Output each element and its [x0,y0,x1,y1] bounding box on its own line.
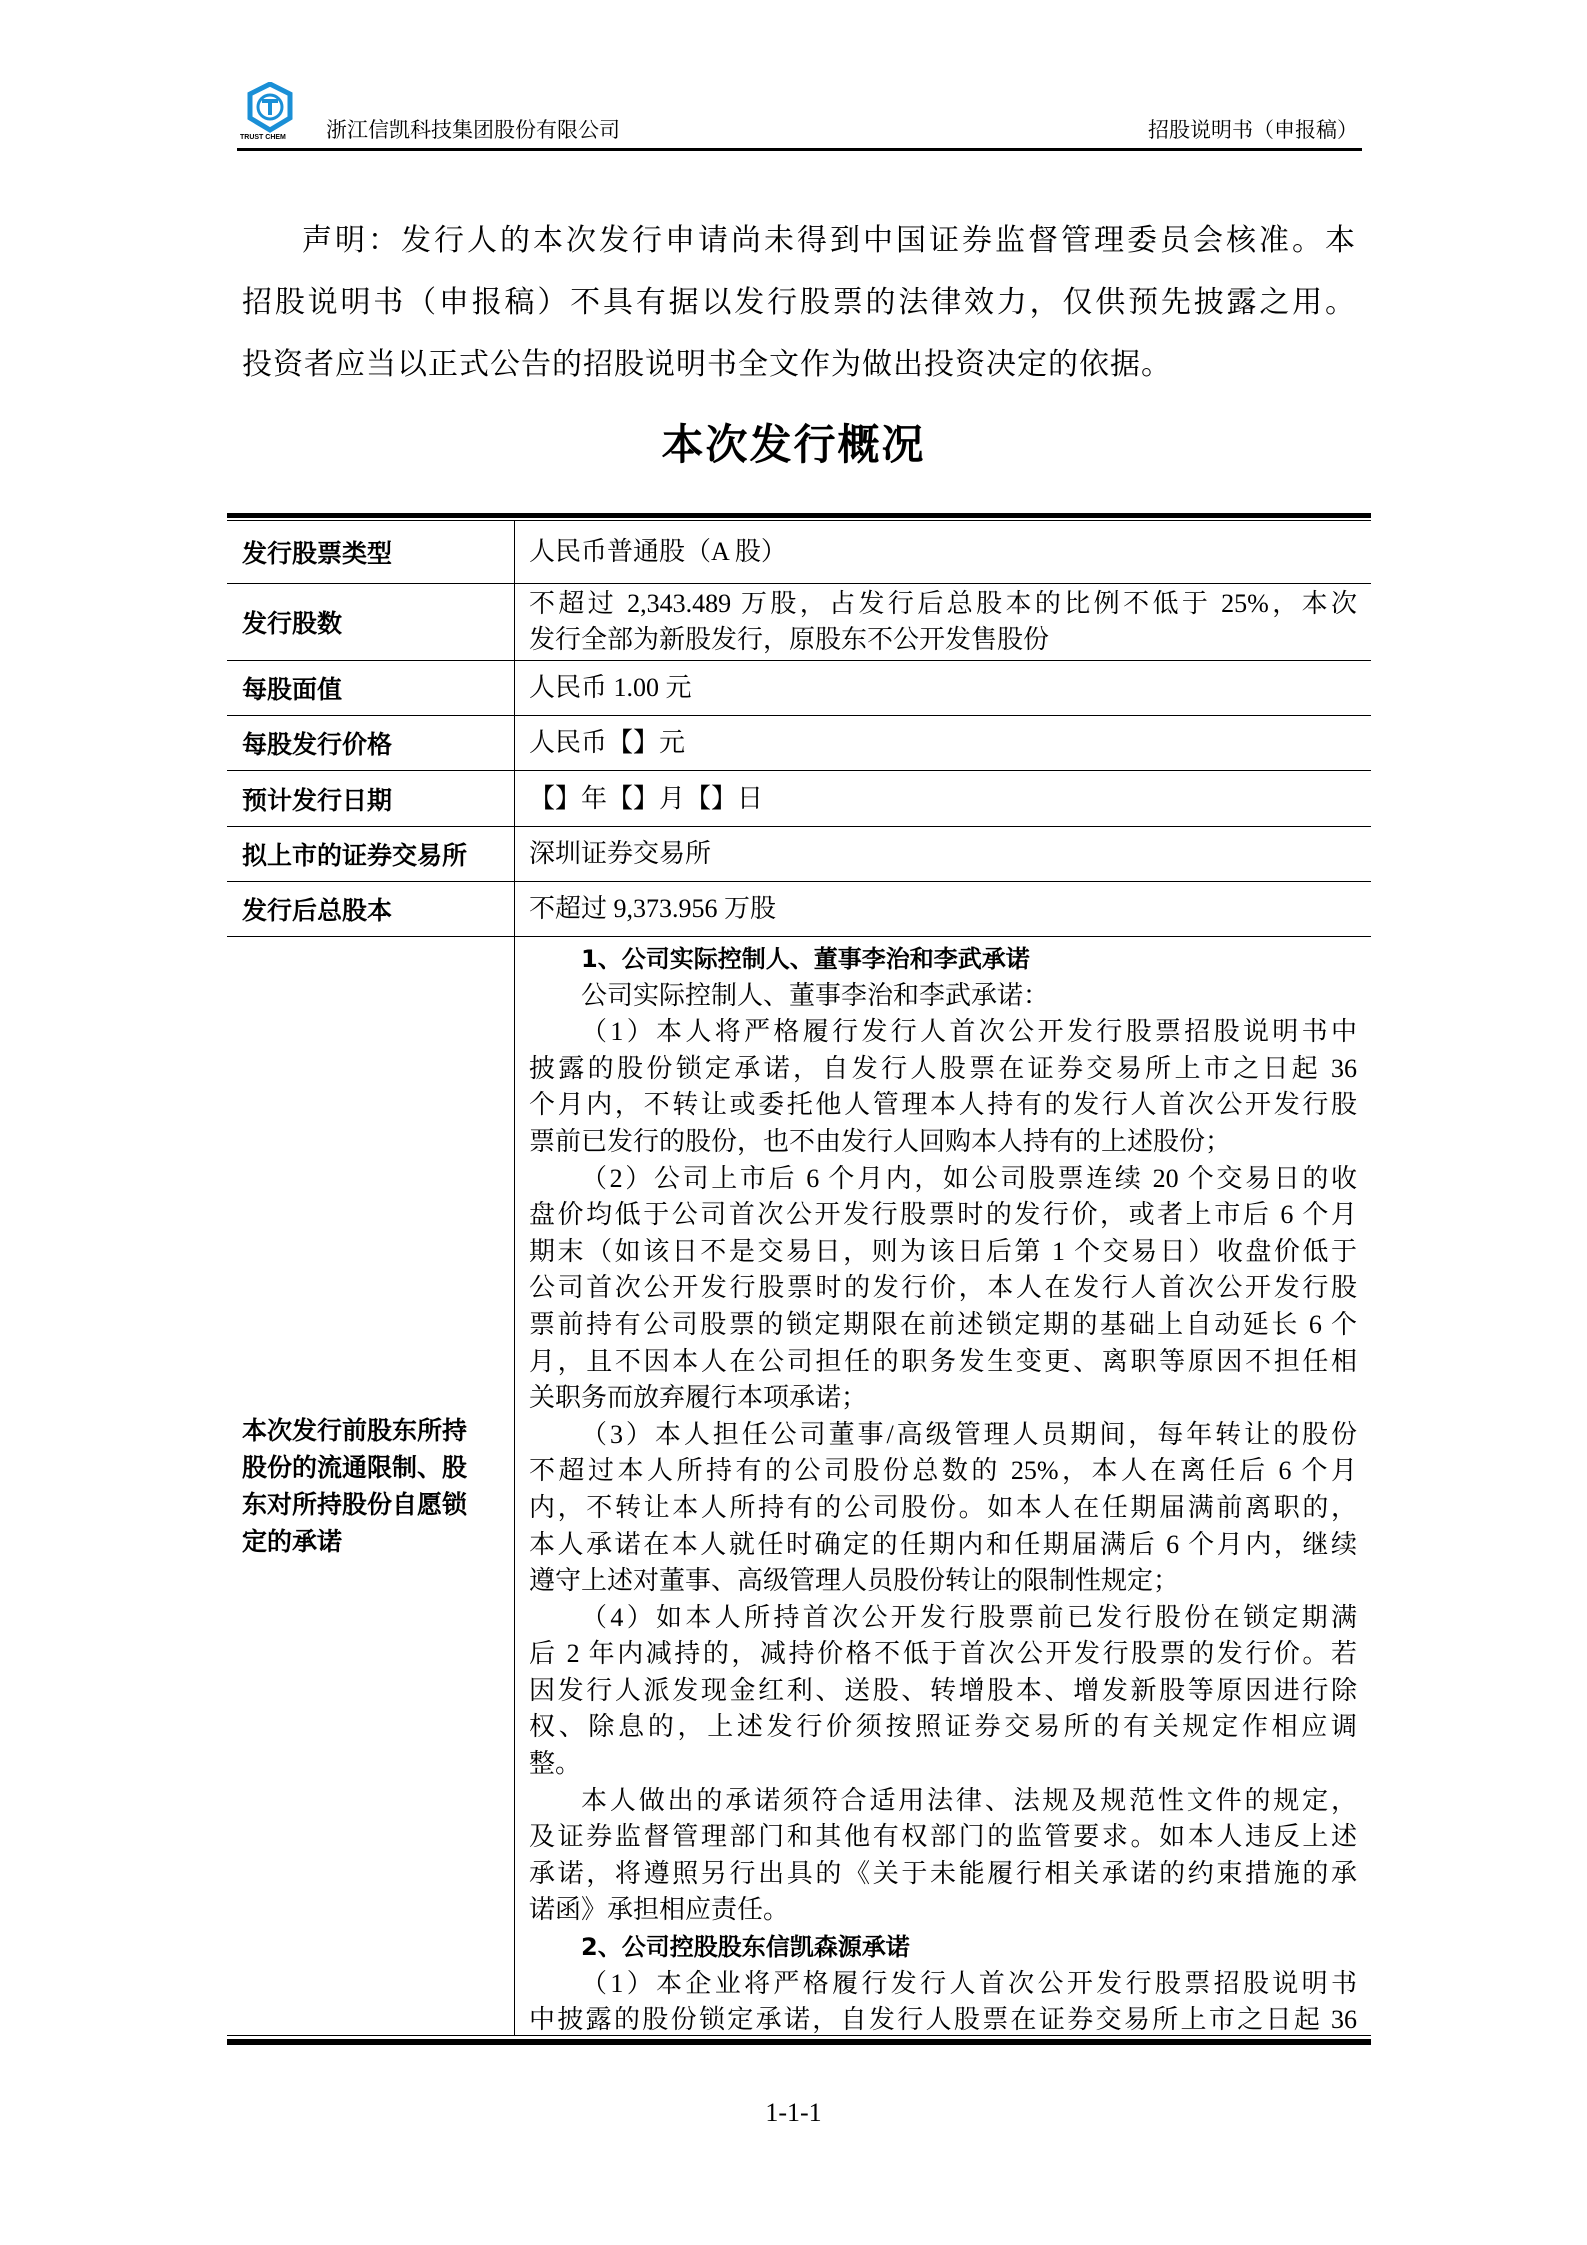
commitment-text-line: 票前已发行的股份，也不由发行人回购本人持有的上述股份； [529,1126,1232,1156]
commitment-text-line: 本人承诺在本人就任时确定的任期内和任期届满后 6 个月内，继续 [529,1529,1357,1559]
commitment-text-line: 中披露的股份锁定承诺，自发行人股票在证券交易所上市之日起 36 [529,2005,1357,2035]
row-value-line: 不超过 9,373.956 万股 [529,894,777,923]
commitment-text-line: （1）本企业将严格履行发行人首次公开发行股票招股说明书 [581,1968,1357,1998]
commitment-text-line: 后 2 年内减持的，减持价格不低于首次公开发行股票的发行价。若 [529,1639,1357,1669]
row-value [515,521,1371,583]
row-value [515,771,1371,826]
logo-text: TRUST CHEM [240,134,286,141]
commitment-text-line: 遵守上述对董事、高级管理人员股份转让的限制性规定； [529,1566,1180,1596]
commitment-text-line: （1）本人将严格履行发行人首次公开发行股票招股说明书中 [581,1017,1357,1047]
commitment-text-line: 承诺，将遵照另行出具的《关于未能履行相关承诺的约束措施的承 [529,1858,1357,1888]
row-value-line: 人民币 1.00 元 [529,673,692,702]
commitment-text-line: （3）本人担任公司董事/高级管理人员期间，每年转让的股份 [581,1419,1357,1449]
commitment-text-line: 权、除息的，上述发行价须按照证券交易所的有关规定作相应调 [529,1712,1357,1742]
section-heading: 2、公司控股股东信凯森源承诺 [581,1933,910,1962]
table-row [227,584,1371,661]
commitment-text-line: 盘价均低于公司首次公开发行股票时的发行价，或者上市后 6 个月 [529,1200,1357,1230]
row-label [227,937,515,2035]
row-label: 发行股数 [227,584,515,660]
table-row [227,882,1371,937]
commitment-text-line: 公司首次公开发行股票时的发行价，本人在发行人首次公开发行股 [529,1273,1357,1303]
commitment-text-line: （2）公司上市后 6 个月内，如公司股票连续 20 个交易日的收 [581,1163,1357,1193]
row-value [515,661,1371,715]
declaration-line: 声明：发行人的本次发行申请尚未得到中国证券监督管理委员会核准。本 [302,224,1356,257]
row-label: 每股面值 [227,661,515,715]
row-label-line: 定的承诺 [242,1527,343,1556]
company-name: 浙江信凯科技集团股份有限公司 [326,118,620,142]
commitment-text-line: 因发行人派发现金红利、送股、转增股本、增发新股等原因进行除 [529,1675,1357,1705]
row-value [515,937,1371,2035]
table-row [227,771,1371,827]
row-value-line: 人民币【】元 [529,728,686,757]
company-logo [240,82,300,144]
commitment-text-line: 本人做出的承诺须符合适用法律、法规及规范性文件的规定， [581,1785,1357,1815]
document-type: 招股说明书（申报稿） [1148,118,1358,142]
row-value [515,827,1371,881]
logo-icon [240,82,300,134]
declaration-line: 招股说明书（申报稿）不具有据以发行股票的法律效力，仅供预先披露之用。 [242,286,1356,319]
row-value [515,882,1371,936]
commitment-text-line: 披露的股份锁定承诺，自发行人股票在证券交易所上市之日起 36 [529,1053,1357,1083]
table-row [227,716,1371,771]
table-top-rule [227,513,1371,518]
offering-overview-table [227,513,1371,2045]
commitment-text-line: 整。 [529,1749,582,1779]
table-row [227,661,1371,716]
commitment-text-line: （4）如本人所持首次公开发行股票前已发行股份在锁定期满 [581,1602,1357,1632]
table-bottom-rule [227,2039,1371,2045]
row-value-line: 人民币普通股（A 股） [529,537,787,566]
commitment-text-line: 公司实际控制人、董事李治和李武承诺： [581,980,1050,1010]
row-label: 发行后总股本 [227,882,515,936]
commitment-text-line: 关职务而放弃履行本项承诺； [529,1383,868,1413]
row-value [515,716,1371,770]
declaration [242,210,1356,396]
commitment-text-line: 期末（如该日不是交易日，则为该日后第 1 个交易日）收盘价低于 [529,1236,1357,1266]
commitment-text-line: 内，不转让本人所持有的公司股份。如本人在任期届满前离职的， [529,1492,1357,1522]
row-value-line: 深圳证券交易所 [529,839,712,868]
commitment-text-line: 及证券监督管理部门和其他有权部门的监管要求。如本人违反上述 [529,1822,1357,1852]
row-label-line: 东对所持股份自愿锁 [242,1490,468,1519]
commitment-text-line: 诺函》承担相应责任。 [529,1895,790,1925]
declaration-line: 投资者应当以正式公告的招股说明书全文作为做出投资决定的依据。 [242,348,1172,381]
row-label-line: 本次发行前股东所持 [242,1416,468,1445]
page-title: 本次发行概况 [661,420,926,469]
table-row-lockup [227,937,1371,2036]
row-value [515,584,1371,660]
page-number: 1-1-1 [765,2098,822,2127]
row-label: 拟上市的证券交易所 [227,827,515,881]
table-row [227,521,1371,584]
section-heading: 1、公司实际控制人、董事李治和李武承诺 [581,945,1030,973]
commitment-text-line: 不超过本人所持有的公司股份总数的 25%，本人在离任后 6 个月 [529,1456,1357,1486]
commitment-text-line: 票前持有公司股票的锁定期限在前述锁定期的基础上自动延长 6 个 [529,1309,1357,1339]
commitment-text-line: 月，且不因本人在公司担任的职务发生变更、离职等原因不担任相 [529,1346,1357,1376]
row-label: 发行股票类型 [227,521,515,583]
commitment-text-line: 个月内，不转让或委托他人管理本人持有的发行人首次公开发行股 [529,1090,1357,1120]
row-label: 预计发行日期 [227,771,515,826]
row-label-line: 股份的流通限制、股 [242,1453,468,1482]
row-value-line: 发行全部为新股发行，原股东不公开发售股份 [529,625,1050,654]
table-row [227,827,1371,882]
row-value-line: 【】年【】月【】日 [529,783,764,813]
row-label: 每股发行价格 [227,716,515,770]
page-header [237,82,1362,151]
row-value-line: 不超过 2,343.489 万股，占发行后总股本的比例不低于 25%，本次 [529,589,1357,618]
